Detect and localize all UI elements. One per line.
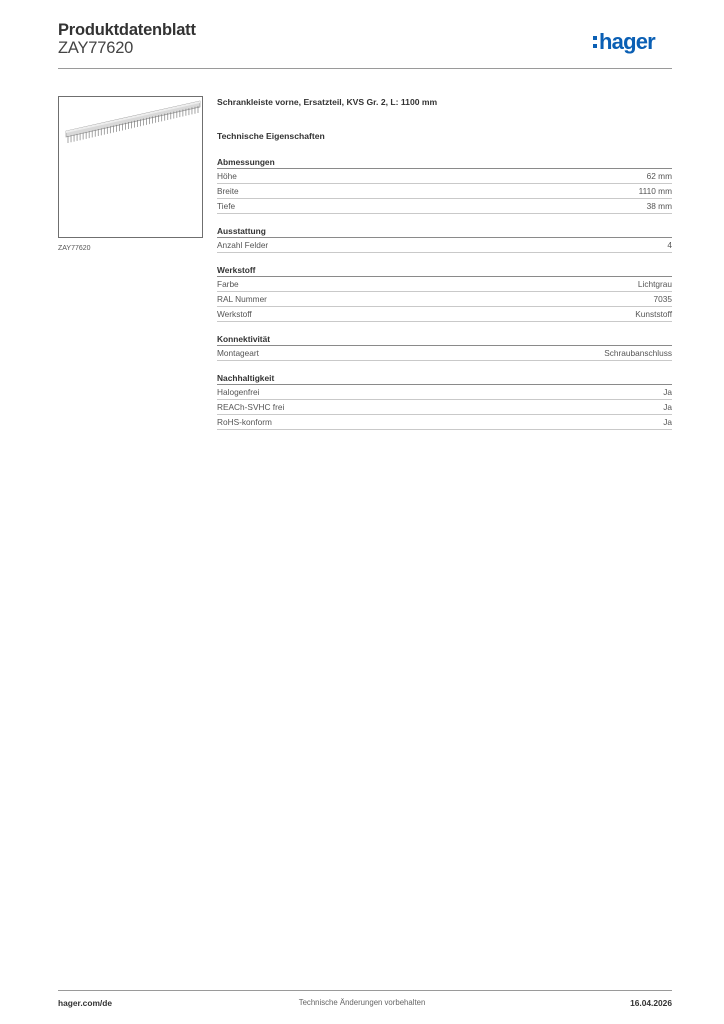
- property-label: Halogenfrei: [217, 387, 260, 397]
- footer-website[interactable]: hager.com/de: [58, 998, 112, 1008]
- property-row: [217, 184, 672, 199]
- property-label: RoHS-konform: [217, 417, 272, 427]
- property-value: Ja: [663, 387, 672, 397]
- article-number: ZAY77620: [58, 39, 134, 57]
- hager-logo: [593, 28, 675, 58]
- property-row: [217, 292, 672, 307]
- property-group: [217, 333, 672, 361]
- group-title: Ausstattung: [217, 225, 672, 238]
- property-row: [217, 199, 672, 214]
- property-value: Ja: [663, 402, 672, 412]
- property-value: Kunststoff: [635, 309, 672, 319]
- document-title: Produktdatenblatt: [58, 21, 196, 39]
- property-value: 7035: [653, 294, 672, 304]
- group-title: Werkstoff: [217, 264, 672, 277]
- product-image: [62, 97, 201, 157]
- section-heading: Technische Eigenschaften: [217, 131, 325, 141]
- property-value: Lichtgrau: [637, 279, 672, 289]
- group-title: Konnektivität: [217, 333, 672, 346]
- footer-disclaimer: Technische Änderungen vorbehalten: [298, 998, 426, 1007]
- property-label: Höhe: [217, 171, 237, 181]
- property-group: [217, 264, 672, 322]
- property-label: REACh-SVHC frei: [217, 402, 285, 412]
- property-label: Tiefe: [217, 201, 236, 211]
- property-label: Breite: [217, 186, 239, 196]
- property-label: RAL Nummer: [217, 294, 267, 304]
- property-value: 38 mm: [646, 201, 672, 211]
- group-title: Nachhaltigkeit: [217, 372, 672, 385]
- property-label: Farbe: [217, 279, 239, 289]
- property-row: [217, 400, 672, 415]
- product-description: Schrankleiste vorne, Ersatzteil, KVS Gr. 2, L: 1100 mm: [217, 97, 438, 107]
- property-row: [217, 307, 672, 322]
- property-value: 62 mm: [646, 171, 672, 181]
- property-group: [217, 156, 672, 214]
- property-row: [217, 238, 672, 253]
- property-row: [217, 169, 672, 184]
- footer-divider: [58, 990, 672, 991]
- brand-wordmark: hager: [599, 29, 655, 54]
- footer-date: 16.04.2026: [630, 998, 672, 1008]
- property-value: Ja: [663, 417, 672, 427]
- properties-groups: [217, 156, 672, 430]
- property-value: 4: [667, 240, 672, 250]
- group-title: Abmessungen: [217, 156, 672, 169]
- property-label: Anzahl Felder: [217, 240, 269, 250]
- product-image-frame: [58, 96, 203, 238]
- property-row: [217, 385, 672, 400]
- property-value: 1110 mm: [638, 186, 672, 196]
- image-caption: ZAY77620: [58, 245, 91, 252]
- property-row: [217, 415, 672, 430]
- property-row: [217, 277, 672, 292]
- property-group: [217, 372, 672, 430]
- property-row: [217, 346, 672, 361]
- property-label: Werkstoff: [217, 309, 252, 319]
- product-details: [217, 96, 672, 430]
- property-value: Schraubanschluss: [604, 348, 672, 358]
- header-divider: [58, 68, 672, 69]
- property-label: Montageart: [217, 348, 259, 358]
- property-group: [217, 225, 672, 253]
